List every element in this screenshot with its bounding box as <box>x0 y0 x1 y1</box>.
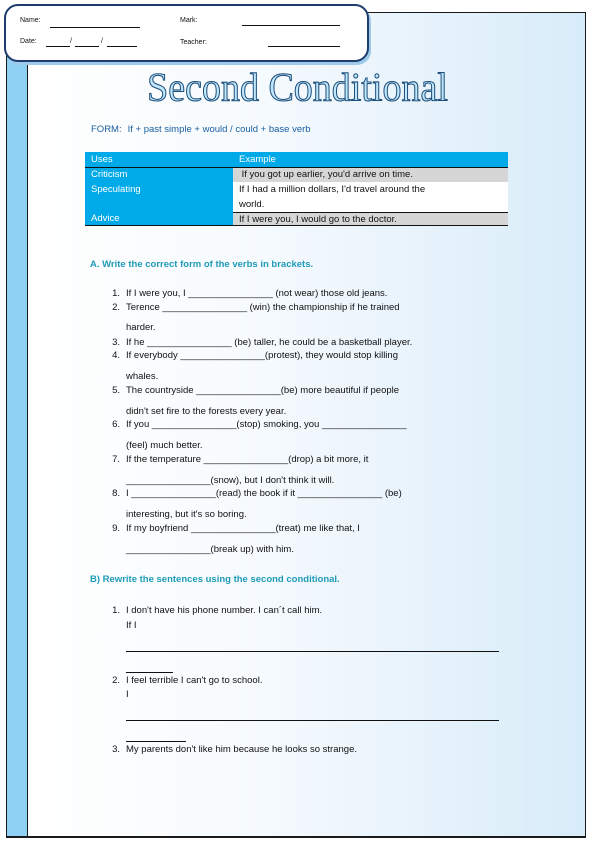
table-row <box>85 168 508 182</box>
table-row <box>85 212 508 226</box>
worksheet-title: Second Conditional <box>147 65 448 111</box>
example-cell <box>233 182 508 212</box>
item-number: 1. <box>112 605 120 616</box>
example-line: world. <box>239 199 265 210</box>
mark-label: Mark: <box>180 17 198 24</box>
item-text: I feel terrible I can't go to school. <box>126 675 263 686</box>
student-info-box <box>4 4 369 62</box>
teacher-field[interactable] <box>268 46 340 47</box>
item-text: harder. <box>126 322 156 333</box>
item-text: didn't set fire to the forests every year. <box>126 406 287 417</box>
date-separator: / <box>101 38 103 45</box>
date-day-field[interactable] <box>46 46 70 47</box>
answer-line[interactable] <box>126 651 499 652</box>
form-text: If + past simple + would / could + base verb <box>127 124 311 135</box>
item-text: (feel) much better. <box>126 440 203 451</box>
item-text: If he ________________ (be) taller, he could be a basketball player. <box>126 337 413 348</box>
item-number: 4. <box>112 350 120 361</box>
answer-line[interactable] <box>126 720 499 721</box>
date-label: Date: <box>20 38 37 45</box>
section-b-title: B) Rewrite the sentences using the second conditional. <box>90 574 340 585</box>
item-text: I ________________(read) the book if it ________________ (be) <box>126 488 402 499</box>
item-number: 5. <box>112 385 120 396</box>
item-text: whales. <box>126 371 159 382</box>
header-example: Example <box>233 152 508 167</box>
answer-line[interactable] <box>126 672 173 673</box>
item-number: 1. <box>112 288 120 299</box>
item-text: If the temperature ________________(drop) a bit more, it <box>126 454 369 465</box>
name-label: Name: <box>20 17 41 24</box>
item-number: 2. <box>112 675 120 686</box>
item-text: If I were you, I ________________ (not wear) those old jeans. <box>126 288 388 299</box>
use-cell: Speculating <box>85 182 233 212</box>
item-text: ________________(break up) with him. <box>126 544 294 555</box>
item-text: ________________(snow), but I don't think it will. <box>126 475 335 486</box>
name-field[interactable] <box>50 27 140 28</box>
form-label: FORM: <box>91 124 122 135</box>
uses-table <box>85 152 508 226</box>
example-cell: If you got up earlier, you'd arrive on time. <box>233 168 508 182</box>
example-line: If I had a million dollars, I'd travel around the <box>239 184 426 195</box>
answer-starter: I <box>126 689 129 700</box>
answer-line[interactable] <box>126 741 186 742</box>
use-cell: Criticism <box>85 168 233 182</box>
item-number: 7. <box>112 454 120 465</box>
date-month-field[interactable] <box>75 46 99 47</box>
item-text: I don't have his phone number. I can´t call him. <box>126 605 323 616</box>
item-number: 3. <box>112 337 120 348</box>
section-a-title: A. Write the correct form of the verbs in brackets. <box>90 259 314 270</box>
example-cell: If I were you, I would go to the doctor. <box>233 212 508 225</box>
page-bottom-edge <box>6 836 586 838</box>
use-cell: Advice <box>85 212 233 225</box>
item-text: If everybody ________________(protest), they would stop killing <box>126 350 398 361</box>
date-year-field[interactable] <box>107 46 137 47</box>
table-row <box>85 182 508 212</box>
table-header-row <box>85 152 508 168</box>
teacher-label: Teacher: <box>180 39 207 46</box>
left-margin-bar <box>6 38 28 838</box>
mark-field[interactable] <box>242 25 340 26</box>
item-text: The countryside ________________(be) more beautiful if people <box>126 385 400 396</box>
header-uses: Uses <box>85 152 233 167</box>
item-number: 9. <box>112 523 120 534</box>
item-text: interesting, but it's so boring. <box>126 509 247 520</box>
item-text: Terence ________________ (win) the championship if he trained <box>126 302 400 313</box>
answer-starter: If I <box>126 620 137 631</box>
item-number: 3. <box>112 744 120 755</box>
item-number: 6. <box>112 419 120 430</box>
item-text: My parents don't like him because he looks so strange. <box>126 744 357 755</box>
item-number: 2. <box>112 302 120 313</box>
item-text: If you ________________(stop) smoking, you ________________ <box>126 419 407 430</box>
item-number: 8. <box>112 488 120 499</box>
form-rule <box>91 124 311 135</box>
item-text: If my boyfriend ________________(treat) me like that, I <box>126 523 360 534</box>
date-separator: / <box>70 38 72 45</box>
